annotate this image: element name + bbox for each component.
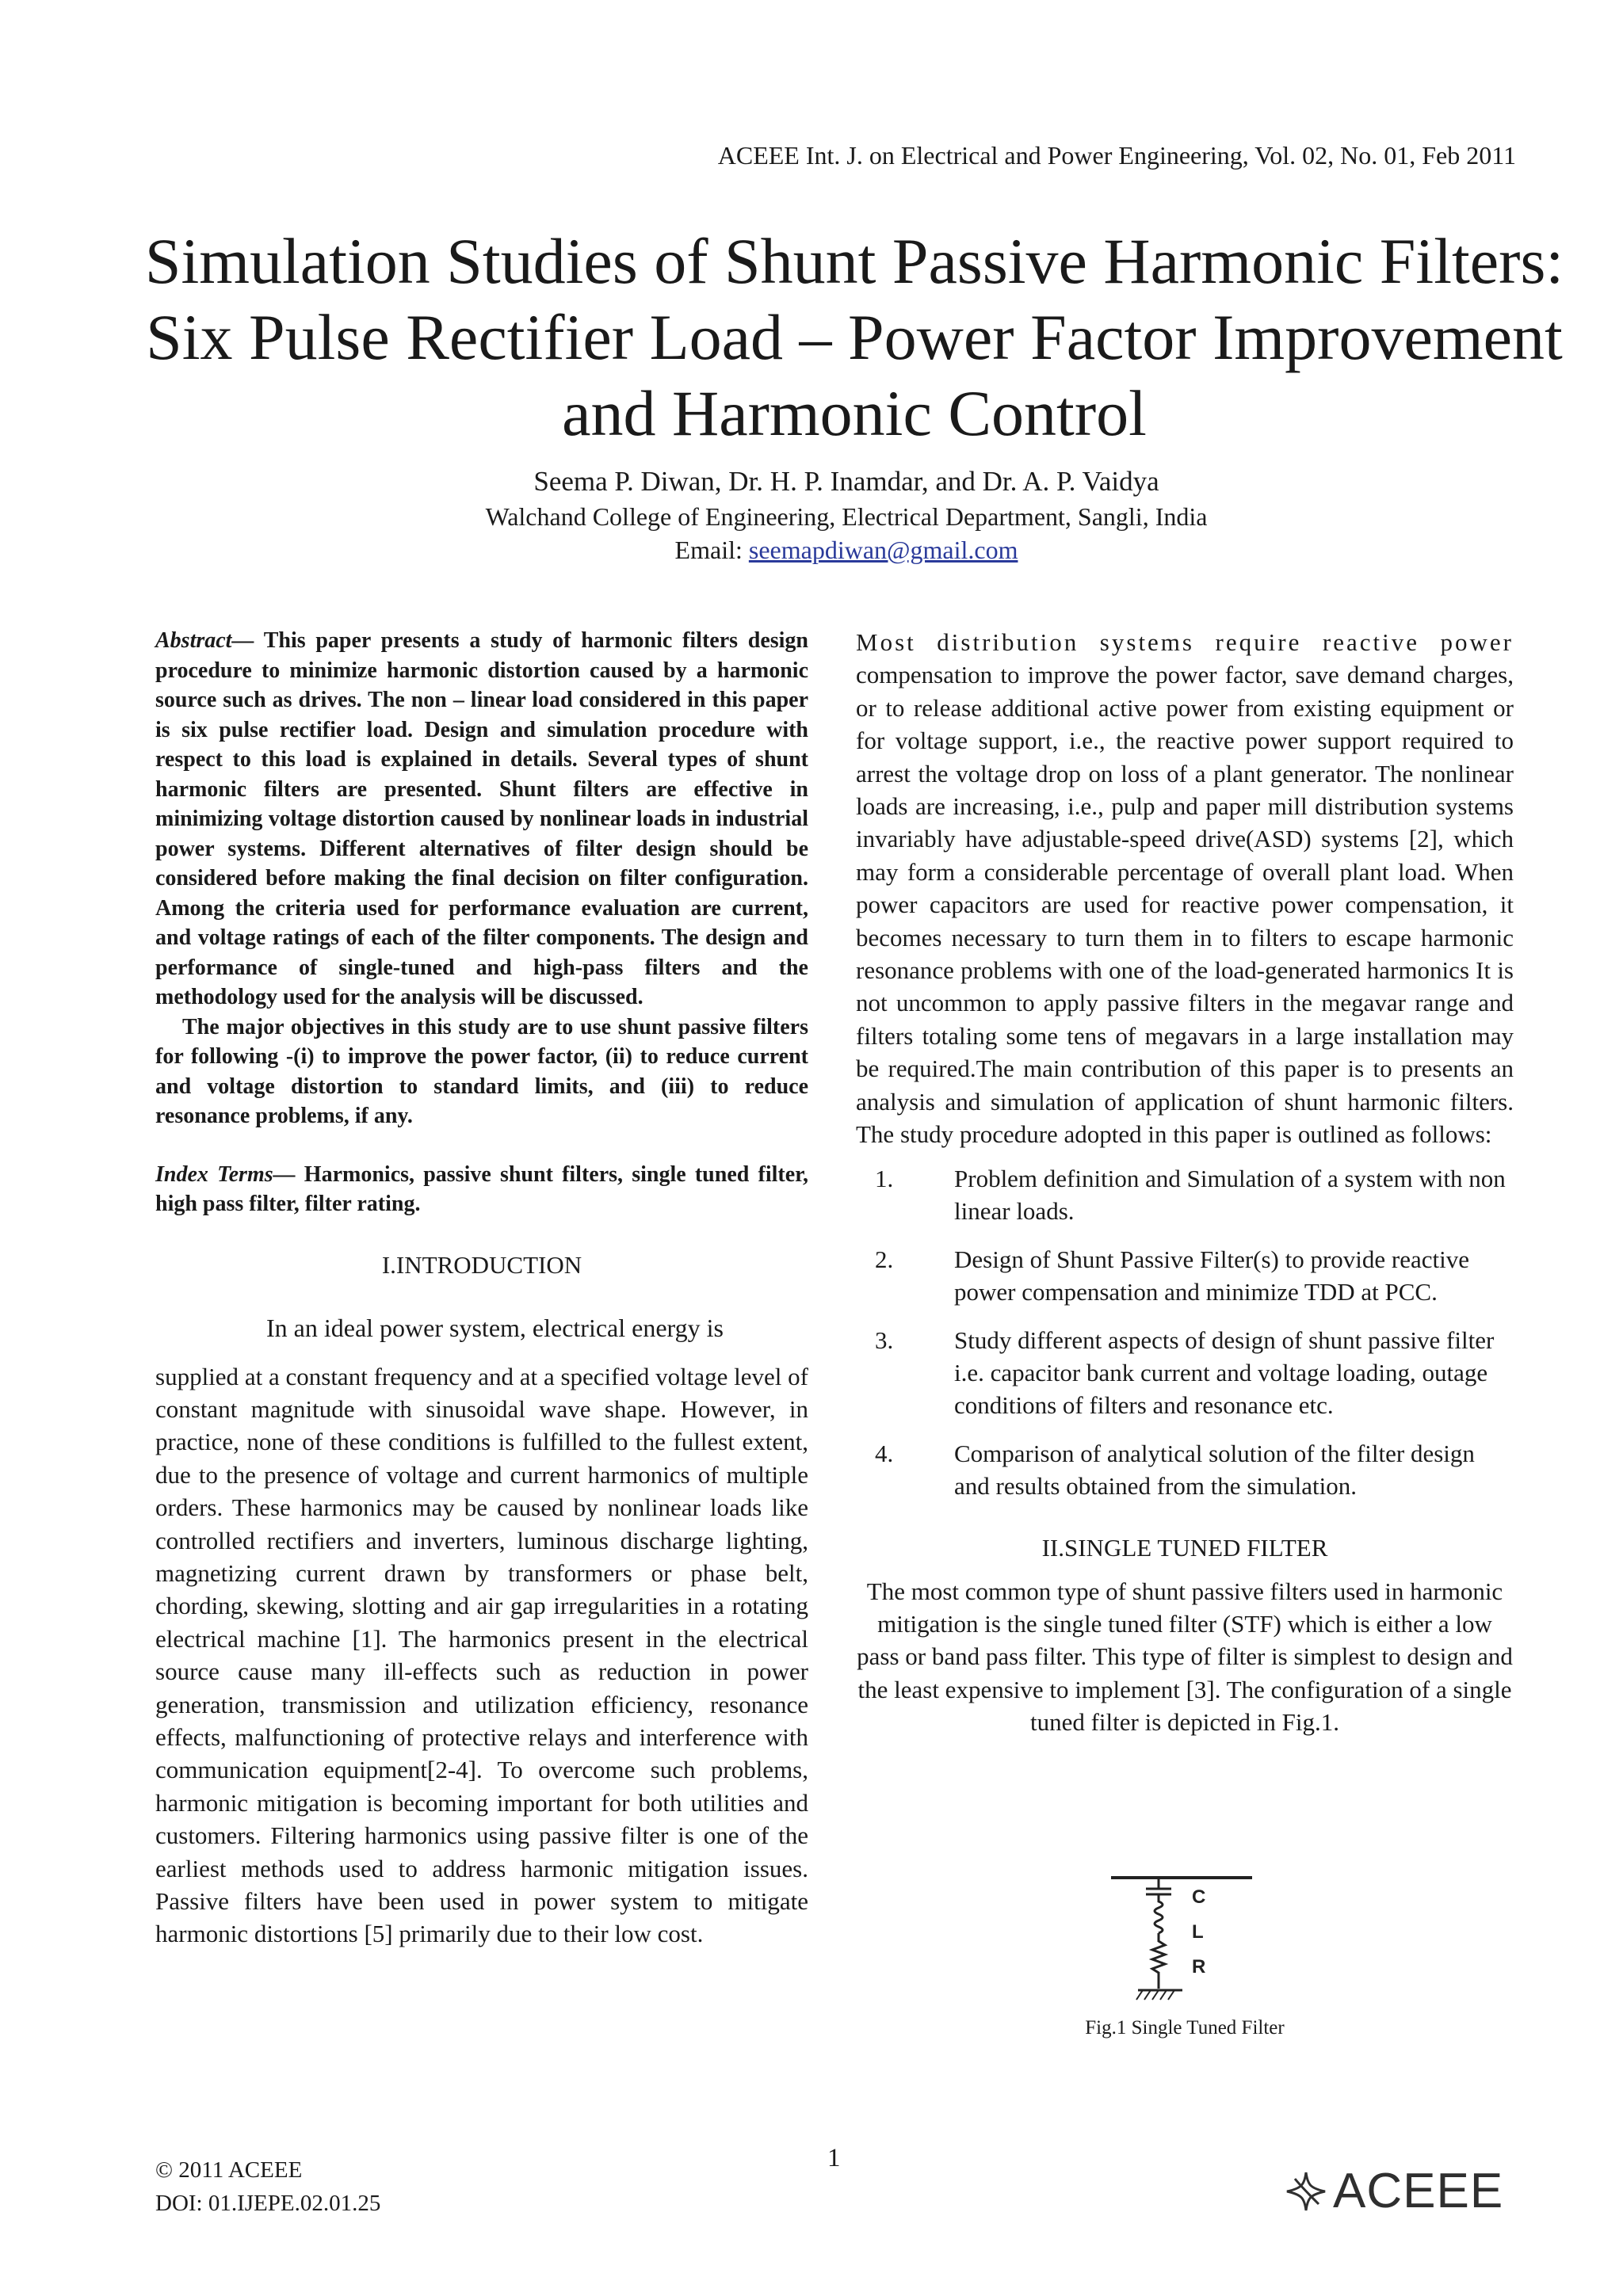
list-number: 1.	[875, 1164, 894, 1192]
email-label: Email:	[674, 536, 749, 564]
logo-star-icon	[1284, 2169, 1328, 2214]
study-procedure-list	[856, 1162, 1514, 1502]
paper-title: Simulation Studies of Shunt Passive Harmonic Filters: Six Pulse Rectifier Load – Power Factor Improvement and Harmonic Control	[144, 225, 1564, 449]
intro-continued-start: Most distribution systems require reactive power	[856, 628, 1514, 656]
label-l: L	[1192, 1921, 1204, 1943]
list-number: 3.	[875, 1325, 894, 1354]
abstract-lead: Abstract—	[155, 628, 254, 653]
label-r: R	[1192, 1956, 1206, 1978]
list-item	[856, 1324, 1514, 1421]
list-text: Comparison of analytical solution of the filter design and results obtained from the simulation.	[954, 1439, 1475, 1500]
resistor-symbol	[1152, 1933, 1165, 1989]
index-terms-lead: Index Terms—	[155, 1161, 296, 1187]
list-number: 4.	[875, 1439, 894, 1467]
label-c: C	[1192, 1886, 1206, 1908]
intro-first-line: In an ideal power system, electrical energy is	[266, 1313, 724, 1342]
list-text: Problem definition and Simulation of a system with non linear loads.	[954, 1164, 1506, 1225]
footer-info	[155, 2153, 380, 2220]
list-text: Study different aspects of design of shunt passive filter i.e. capacitor bank current and voltage loading, outage conditions of filters and resonance etc.	[954, 1325, 1495, 1419]
list-item	[856, 1437, 1514, 1502]
affiliation: Walchand College of Engineering, Electrical Department, Sangli, India	[485, 502, 1208, 531]
right-column	[856, 626, 1514, 1739]
abstract-text: This paper presents a study of harmonic filters design procedure to minimize harmonic distortion caused by a harmonic source such as drives. The non – linear load considered in this paper is six pulse rectifier load. Design and simulation procedure with respect to this load is explained in details. Several types of shunt harmonic filters are presented. Shunt filters are effective in minimizing voltage distortion caused by nonlinear loads in industrial power systems. Different alternatives of filter design should be considered before making the final decision on filter configuration. Among the criteria used for performance evaluation are current, and voltage ratings of each of the filter components. The design and performance of single-tuned and high-pass filters and the methodology used for the analysis will be discussed.	[155, 628, 808, 1009]
abstract-objectives: The major objectives in this study are to use shunt passive filters for following -(i) to improve the power factor, (ii) to reduce current and voltage distortion to standard limits, and (iii) to reduce resonance problems, if any.	[155, 1014, 808, 1128]
email-line	[0, 536, 1623, 565]
section2-heading: II.SINGLE TUNED FILTER	[1041, 1533, 1328, 1562]
page-number: 1	[827, 2144, 841, 2172]
capacitor-symbol	[1146, 1889, 1171, 1894]
index-terms	[155, 1160, 808, 1219]
inductor-symbol	[1155, 1894, 1163, 1933]
journal-header: ACEEE Int. J. on Electrical and Power Engineering, Vol. 02, No. 01, Feb 2011	[717, 141, 1516, 170]
logo-text: ACEEE	[1333, 2164, 1504, 2218]
author-list: Seema P. Diwan, Dr. H. P. Inamdar, and Dr. A. P. Vaidya	[533, 466, 1159, 497]
doi: DOI: 01.IJEPE.02.01.25	[155, 2191, 381, 2216]
abstract	[155, 626, 808, 1013]
single-tuned-filter-diagram	[1094, 1870, 1284, 2012]
intro-body: supplied at a constant frequency and at a specified voltage level of constant magnitude with sinusoidal wave shape. However, in practice, none of these conditions is fulfilled to the fullest extent, due to the presence of voltage and current harmonics of multiple orders. These harmonics may be caused by nonlinear loads like controlled rectifiers and inverters, luminous discharge lighting, magnetizing current drawn by transformers or phase belt, chording, skewing, slotting and air gap irregularities in a rotating electrical machine [1]. The harmonics present in the electrical source cause many ill-effects such as reduction in power generation, transmission and utilization efficiency, resonance effects, malfunctioning of protective relays and interference with communication equipment[2-4]. To overcome such problems, harmonic mitigation is becoming important for both utilities and customers. Filtering harmonics using passive filter is one of the earliest methods used to address harmonic mitigation issues. Passive filters have been used in power system to mitigate harmonic distortions [5] primarily due to their low cost.	[155, 1362, 808, 1948]
index-terms-text: Harmonics, passive shunt filters, single tuned filter, high pass filter, filter rating.	[155, 1161, 809, 1216]
ground-symbol	[1136, 1990, 1182, 2000]
intro-continued-text: compensation to improve the power factor, save demand charges, or to release additional active power from existing equipment or for voltage support, i.e., the reactive power support required to arrest the voltage drop on loss of a plant generator. The nonlinear loads are increasing, i.e., pulp and paper mill distribution systems invariably have adjustable-speed drive(ASD) systems [2], which may form a considerable percentage of overall plant load. When power capacitors are used for reactive power compensation, it becomes necessary to turn them in to filters to escape harmonic resonance problems with one of the load-generated harmonics It is not uncommon to apply passive filters in the megavar range and filters totaling some tens of megavars in a large installation may be required.The main contribution of this paper is to presents an analysis and simulation of application of shunt harmonic filters. The study procedure adopted in this paper is outlined as follows:	[856, 661, 1514, 1149]
copyright: © 2011 ACEEE	[155, 2157, 303, 2183]
list-item	[856, 1162, 1514, 1227]
section2-paragraph: The most common type of shunt passive filters used in harmonic mitigation is the single tuned filter (STF) which is either a low pass or band pass filter. This type of filter is simplest to design and the least expensive to implement [3]. The configuration of a single tuned filter is depicted in Fig.1.	[857, 1577, 1513, 1737]
left-column	[155, 626, 808, 1951]
intro-heading: I.INTRODUCTION	[381, 1250, 582, 1279]
email-link[interactable]: seemapdiwan@gmail.com	[748, 536, 1018, 564]
list-text: Design of Shunt Passive Filter(s) to provide reactive power compensation and minimize TDD at PCC.	[954, 1245, 1470, 1306]
list-item	[856, 1243, 1514, 1308]
publisher-logo	[1284, 2163, 1503, 2219]
intro-continued	[856, 626, 1514, 1151]
figure-caption: Fig.1 Single Tuned Filter	[1085, 2017, 1285, 2039]
list-number: 2.	[875, 1245, 894, 1273]
